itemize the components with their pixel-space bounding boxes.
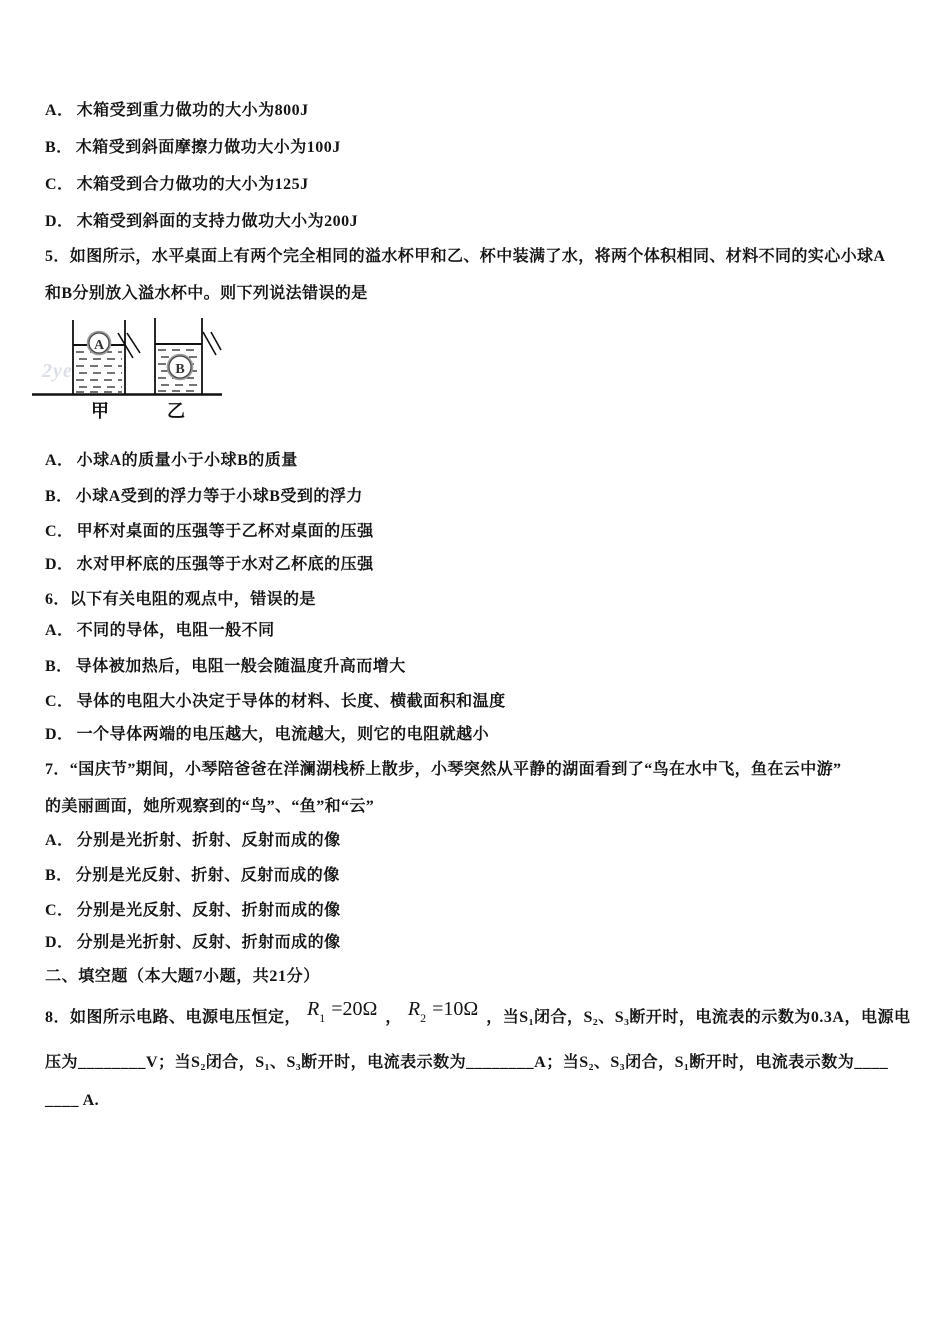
question6-option-b bbox=[45, 657, 406, 677]
question4-option-d bbox=[45, 212, 358, 232]
cup-label-yi: 乙 bbox=[167, 401, 185, 421]
ball-a-label: A bbox=[93, 338, 105, 353]
watermark-text: 2ye bbox=[42, 360, 73, 382]
figure-overflow-cups bbox=[30, 312, 265, 424]
option-text: 分别是光折射、反射、折射而成的像 bbox=[76, 934, 341, 951]
question5-option-c bbox=[45, 522, 374, 542]
option-letter: A． bbox=[45, 452, 74, 469]
option-letter: D． bbox=[45, 726, 74, 743]
option-letter: B． bbox=[45, 139, 73, 156]
option-text: 水对甲杯底的压强等于水对乙杯底的压强 bbox=[76, 556, 374, 573]
question7-option-d bbox=[45, 933, 341, 953]
question5-option-a bbox=[45, 451, 298, 471]
option-text: 不同的导体，电阻一般不同 bbox=[76, 622, 275, 639]
option-text: 小球A的质量小于小球B的质量 bbox=[76, 452, 298, 469]
option-text: 木箱受到斜面摩擦力做功大小为100J bbox=[75, 139, 341, 156]
cup-label-jia: 甲 bbox=[91, 401, 109, 421]
question8-line2: 压为________V；当S₂闭合，S₁、S₃断开时，电流表示数为________A；当S₂、S₃闭合，S₁断开时，电流表示数为____ bbox=[45, 1054, 889, 1071]
option-letter: A． bbox=[45, 102, 74, 119]
question5-stem-line1: 5．如图所示，水平桌面上有两个完全相同的溢水杯甲和乙、杯中装满了水，将两个体积相同、材料不同的实心小球A bbox=[45, 248, 886, 265]
question4-option-a bbox=[45, 101, 309, 121]
spout-right bbox=[203, 332, 221, 355]
question8-line1 bbox=[45, 998, 911, 1033]
question4-option-c bbox=[45, 175, 309, 195]
separator: ， bbox=[486, 1009, 503, 1026]
formula-r1 bbox=[307, 999, 377, 1026]
formula-subscript: 1 bbox=[319, 1011, 326, 1025]
question7-option-c bbox=[45, 901, 341, 921]
question6-option-d bbox=[45, 725, 489, 745]
question7-stem-line1: 7．“国庆节”期间，小琴陪爸爸在洋澜湖栈桥上散步，小琴突然从平静的湖面看到了“鸟在水中飞，鱼在云中游” bbox=[45, 761, 842, 778]
option-letter: B． bbox=[45, 658, 73, 675]
formula-subscript: 2 bbox=[420, 1011, 427, 1025]
question6-option-a bbox=[45, 621, 275, 641]
question4-option-b bbox=[45, 138, 341, 158]
question8-line3: ____ A. bbox=[45, 1092, 100, 1109]
formula-variable: R bbox=[307, 998, 320, 1020]
cup-yi bbox=[155, 318, 221, 394]
formula-variable: R bbox=[407, 998, 421, 1020]
option-text: 小球A受到的浮力等于小球B受到的浮力 bbox=[75, 488, 363, 505]
option-text: 木箱受到重力做功的大小为800J bbox=[76, 102, 309, 119]
question6-stem: 6．以下有关电阻的观点中，错误的是 bbox=[45, 591, 316, 608]
option-letter: D． bbox=[45, 213, 74, 230]
question8-prefix: 8．如图所示电路、电源电压恒定， bbox=[45, 1009, 302, 1026]
option-text: 分别是光折射、折射、反射而成的像 bbox=[76, 832, 341, 849]
option-text: 分别是光反射、反射、折射而成的像 bbox=[76, 902, 341, 919]
option-letter: C． bbox=[45, 523, 74, 540]
question5-option-b bbox=[45, 487, 363, 507]
cup-jia bbox=[73, 320, 140, 394]
question7-option-a bbox=[45, 831, 341, 851]
question6-option-c bbox=[45, 692, 506, 712]
question5-stem-line2: 和B分别放入溢水杯中。则下列说法错误的是 bbox=[45, 285, 368, 302]
question5-option-d bbox=[45, 555, 374, 575]
ball-b-label: B bbox=[175, 362, 185, 377]
option-letter: C． bbox=[45, 176, 74, 193]
option-letter: A． bbox=[45, 622, 74, 639]
option-text: 木箱受到斜面的支持力做功大小为200J bbox=[76, 213, 359, 230]
option-letter: C． bbox=[45, 693, 74, 710]
water-dashes-left bbox=[76, 352, 122, 392]
formula-value: =10Ω bbox=[432, 998, 479, 1020]
question7-option-b bbox=[45, 866, 340, 886]
question7-stem-line2: 的美丽画面，她所观察到的“鸟”、“鱼”和“云” bbox=[45, 798, 375, 815]
option-text: 导体的电阻大小决定于导体的材料、长度、横截面积和温度 bbox=[76, 693, 506, 710]
option-text: 一个导体两端的电压越大，电流越大，则它的电阻就越小 bbox=[76, 726, 490, 743]
option-letter: B． bbox=[45, 867, 73, 884]
formula-value: =20Ω bbox=[331, 998, 378, 1020]
option-text: 分别是光反射、折射、反射而成的像 bbox=[75, 867, 340, 884]
option-text: 甲杯对桌面的压强等于乙杯对桌面的压强 bbox=[76, 523, 374, 540]
option-letter: A． bbox=[45, 832, 74, 849]
separator: ， bbox=[385, 1009, 402, 1026]
overflow-cups-svg bbox=[30, 312, 265, 424]
section2-header: 二、填空题（本大题7小题，共21分） bbox=[45, 968, 320, 985]
formula-r2 bbox=[408, 999, 478, 1026]
question8-line1-rest: 当S₁闭合，S₂、S₃断开时，电流表的示数为0.3A，电源电 bbox=[502, 1009, 911, 1026]
option-text: 导体被加热后，电阻一般会随温度升高而增大 bbox=[75, 658, 406, 675]
option-text: 木箱受到合力做功的大小为125J bbox=[76, 176, 309, 193]
option-letter: B． bbox=[45, 488, 73, 505]
option-letter: D． bbox=[45, 934, 74, 951]
option-letter: D． bbox=[45, 556, 74, 573]
option-letter: C． bbox=[45, 902, 74, 919]
